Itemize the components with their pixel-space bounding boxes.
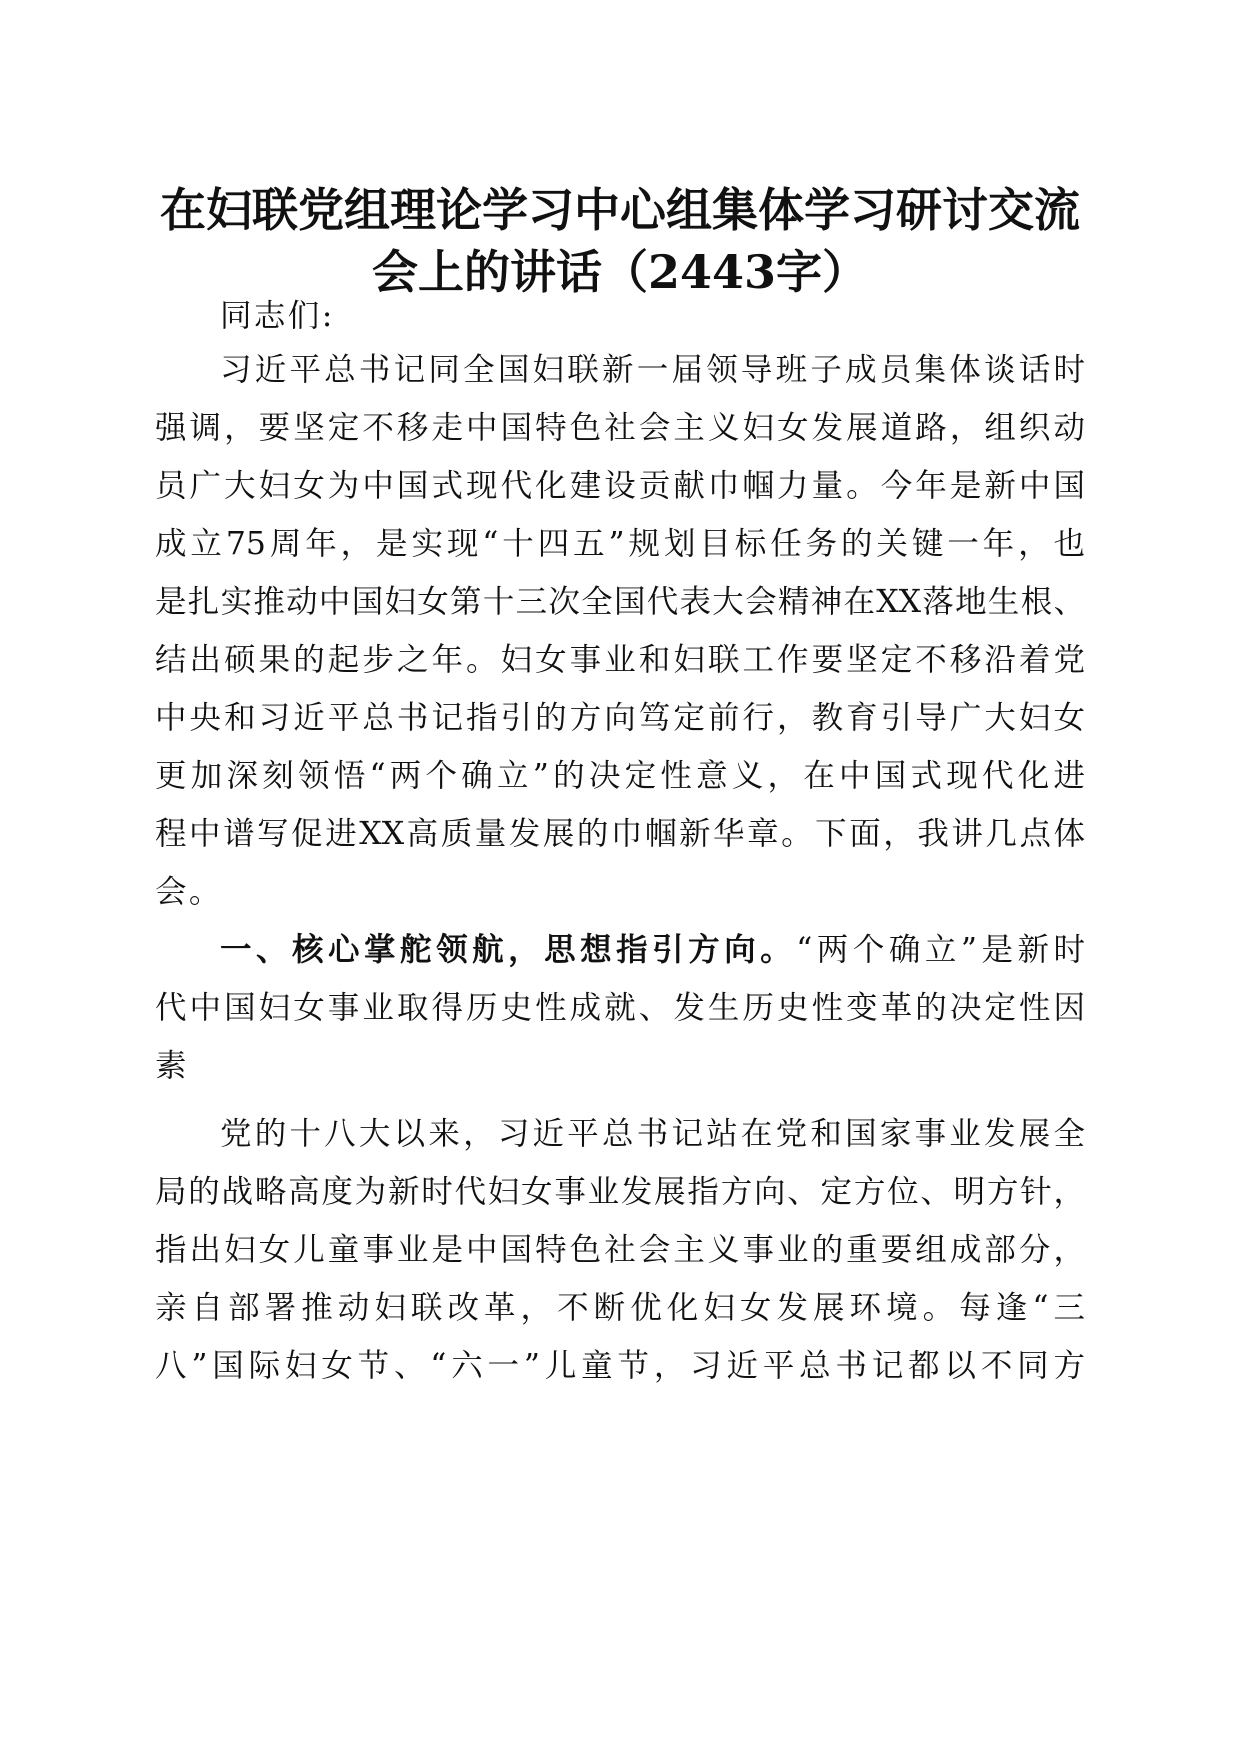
section-1-line: 代中国妇女事业取得历史性成就、发生历史性变革的决定性因 xyxy=(155,990,1085,1026)
paragraph-1-line: 更加深刻领悟“两个确立”的决定性意义，在中国式现代化进 xyxy=(155,758,1085,794)
document-title-line-2: 会上的讲话（2443字） xyxy=(371,245,869,299)
section-1-line: 素 xyxy=(155,1048,189,1084)
paragraph-1-line: 中央和习近平总书记指引的方向笃定前行，教育引导广大妇女 xyxy=(155,700,1085,736)
section-1-first-line xyxy=(220,930,1085,970)
paragraph-1-line: 是扎实推动中国妇女第十三次全国代表大会精神在XX落地生根、 xyxy=(155,584,1085,620)
paragraph-2-line: 局的战略高度为新时代妇女事业发展指方向、定方位、明方针， xyxy=(155,1174,1085,1210)
paragraph-2-line: 亲自部署推动妇联改革，不断优化妇女发展环境。每逢“三 xyxy=(155,1290,1085,1326)
paragraph-2-line: 党的十八大以来，习近平总书记站在党和国家事业发展全 xyxy=(220,1116,1085,1152)
paragraph-1-line: 成立75周年，是实现“十四五”规划目标任务的关键一年，也 xyxy=(155,526,1085,562)
paragraph-1-line: 强调，要坚定不移走中国特色社会主义妇女发展道路，组织动 xyxy=(155,410,1085,446)
paragraph-1-line: 员广大妇女为中国式现代化建设贡献巾帼力量。今年是新中国 xyxy=(155,468,1085,504)
section-1-line-rest: “两个确立”是新时 xyxy=(796,932,1085,968)
salutation: 同志们: xyxy=(220,298,335,334)
paragraph-1-line: 习近平总书记同全国妇联新一届领导班子成员集体谈话时 xyxy=(220,352,1085,388)
paragraph-2-line: 八”国际妇女节、“六一”儿童节，习近平总书记都以不同方 xyxy=(155,1348,1085,1384)
paragraph-1-line: 结出硕果的起步之年。妇女事业和妇联工作要坚定不移沿着党 xyxy=(155,642,1085,678)
section-1-heading: 一、核心掌舵领航，思想指引方向。 xyxy=(220,932,797,968)
paragraph-1-line: 会。 xyxy=(155,874,223,910)
paragraph-2-line: 指出妇女儿童事业是中国特色社会主义事业的重要组成部分， xyxy=(155,1232,1085,1268)
document-title-line-1: 在妇联党组理论学习中心组集体学习研讨交流 xyxy=(160,183,1080,237)
paragraph-1-line: 程中谱写促进XX高质量发展的巾帼新华章。下面，我讲几点体 xyxy=(155,816,1085,852)
